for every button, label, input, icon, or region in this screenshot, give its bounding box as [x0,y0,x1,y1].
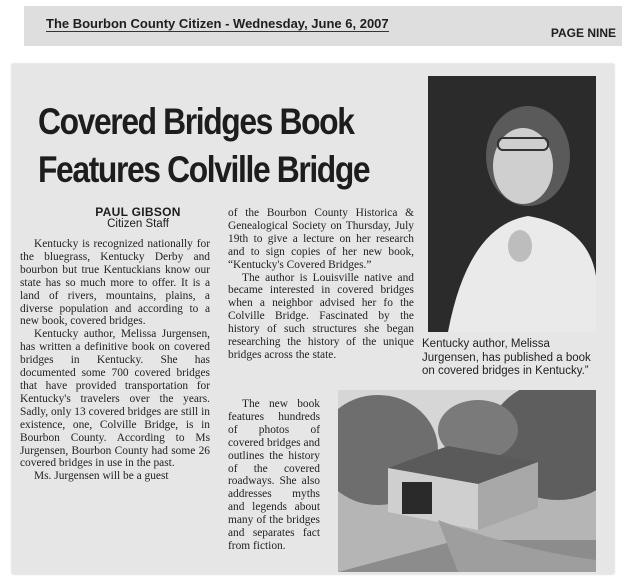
page-number: PAGE NINE [550,26,616,40]
paragraph: The author is Louisville native and became interested in covered bridges when a neighbor advised her fo the Colville Bridge. Fascinated by the history of such structures she began researching the history of the unique bridges across the state. [228,271,414,361]
article-column-2 [228,207,414,362]
photo-caption: Kentucky author, Melissa Jurgensen, has published a book on covered bridges in Kentucky.” [422,338,591,377]
byline-role: Citizen Staff [107,218,169,230]
headline-line-2: Features Colville Bridge [38,149,370,190]
page-header [24,6,622,46]
author-photo-image [428,76,596,332]
paragraph: of the Bourbon County Historica & Genealogical Society on Thursday, July 19th to give a lecture on her research and to sign copies of her new book, “Kentucky's Covered Bridges.” [228,207,414,271]
paragraph: Kentucky author, Melissa Jurgensen, has written a definitive book on covered bridges in Kentucky. She has documented some 700 covered bridges that have provided transportation for Kentucky's travelers over the years. Sadly, only 13 covered bridges are still in existence, one, Colville Bridge, is in Bourbon County. According to Ms Jurgensen, Bourbon County had some 26 covered bridges in use in the past. [20,328,210,470]
paragraph: The new book features hundreds of photos of covered bridges and outlines the history of the covered roadways. She also addresses myths and legends about many of the bridges and separates fact from fiction. [228,398,320,552]
paragraph: Ms. Jurgensen will be a guest [34,470,169,483]
bridge-photo-image [338,390,596,572]
newspaper-dateline: The Bourbon County Citizen - Wednesday, June 6, 2007 [46,16,389,31]
paragraph: Kentucky is recognized nationally for the bluegrass, Kentucky Derby and bourbon but true Kentuckians know our state has so much more to offer. It is a land of rivers, mountains, plains, a diverse population and according to a new book, covered bridges. [20,238,210,328]
article-column-2-lower [228,398,320,553]
article-headline [38,98,370,194]
article-column-1 [20,238,210,483]
author-photo [428,76,596,332]
headline-line-1: Covered Bridges Book [38,101,354,142]
byline-author: PAUL GIBSON [95,205,181,219]
bridge-photo [338,390,596,572]
